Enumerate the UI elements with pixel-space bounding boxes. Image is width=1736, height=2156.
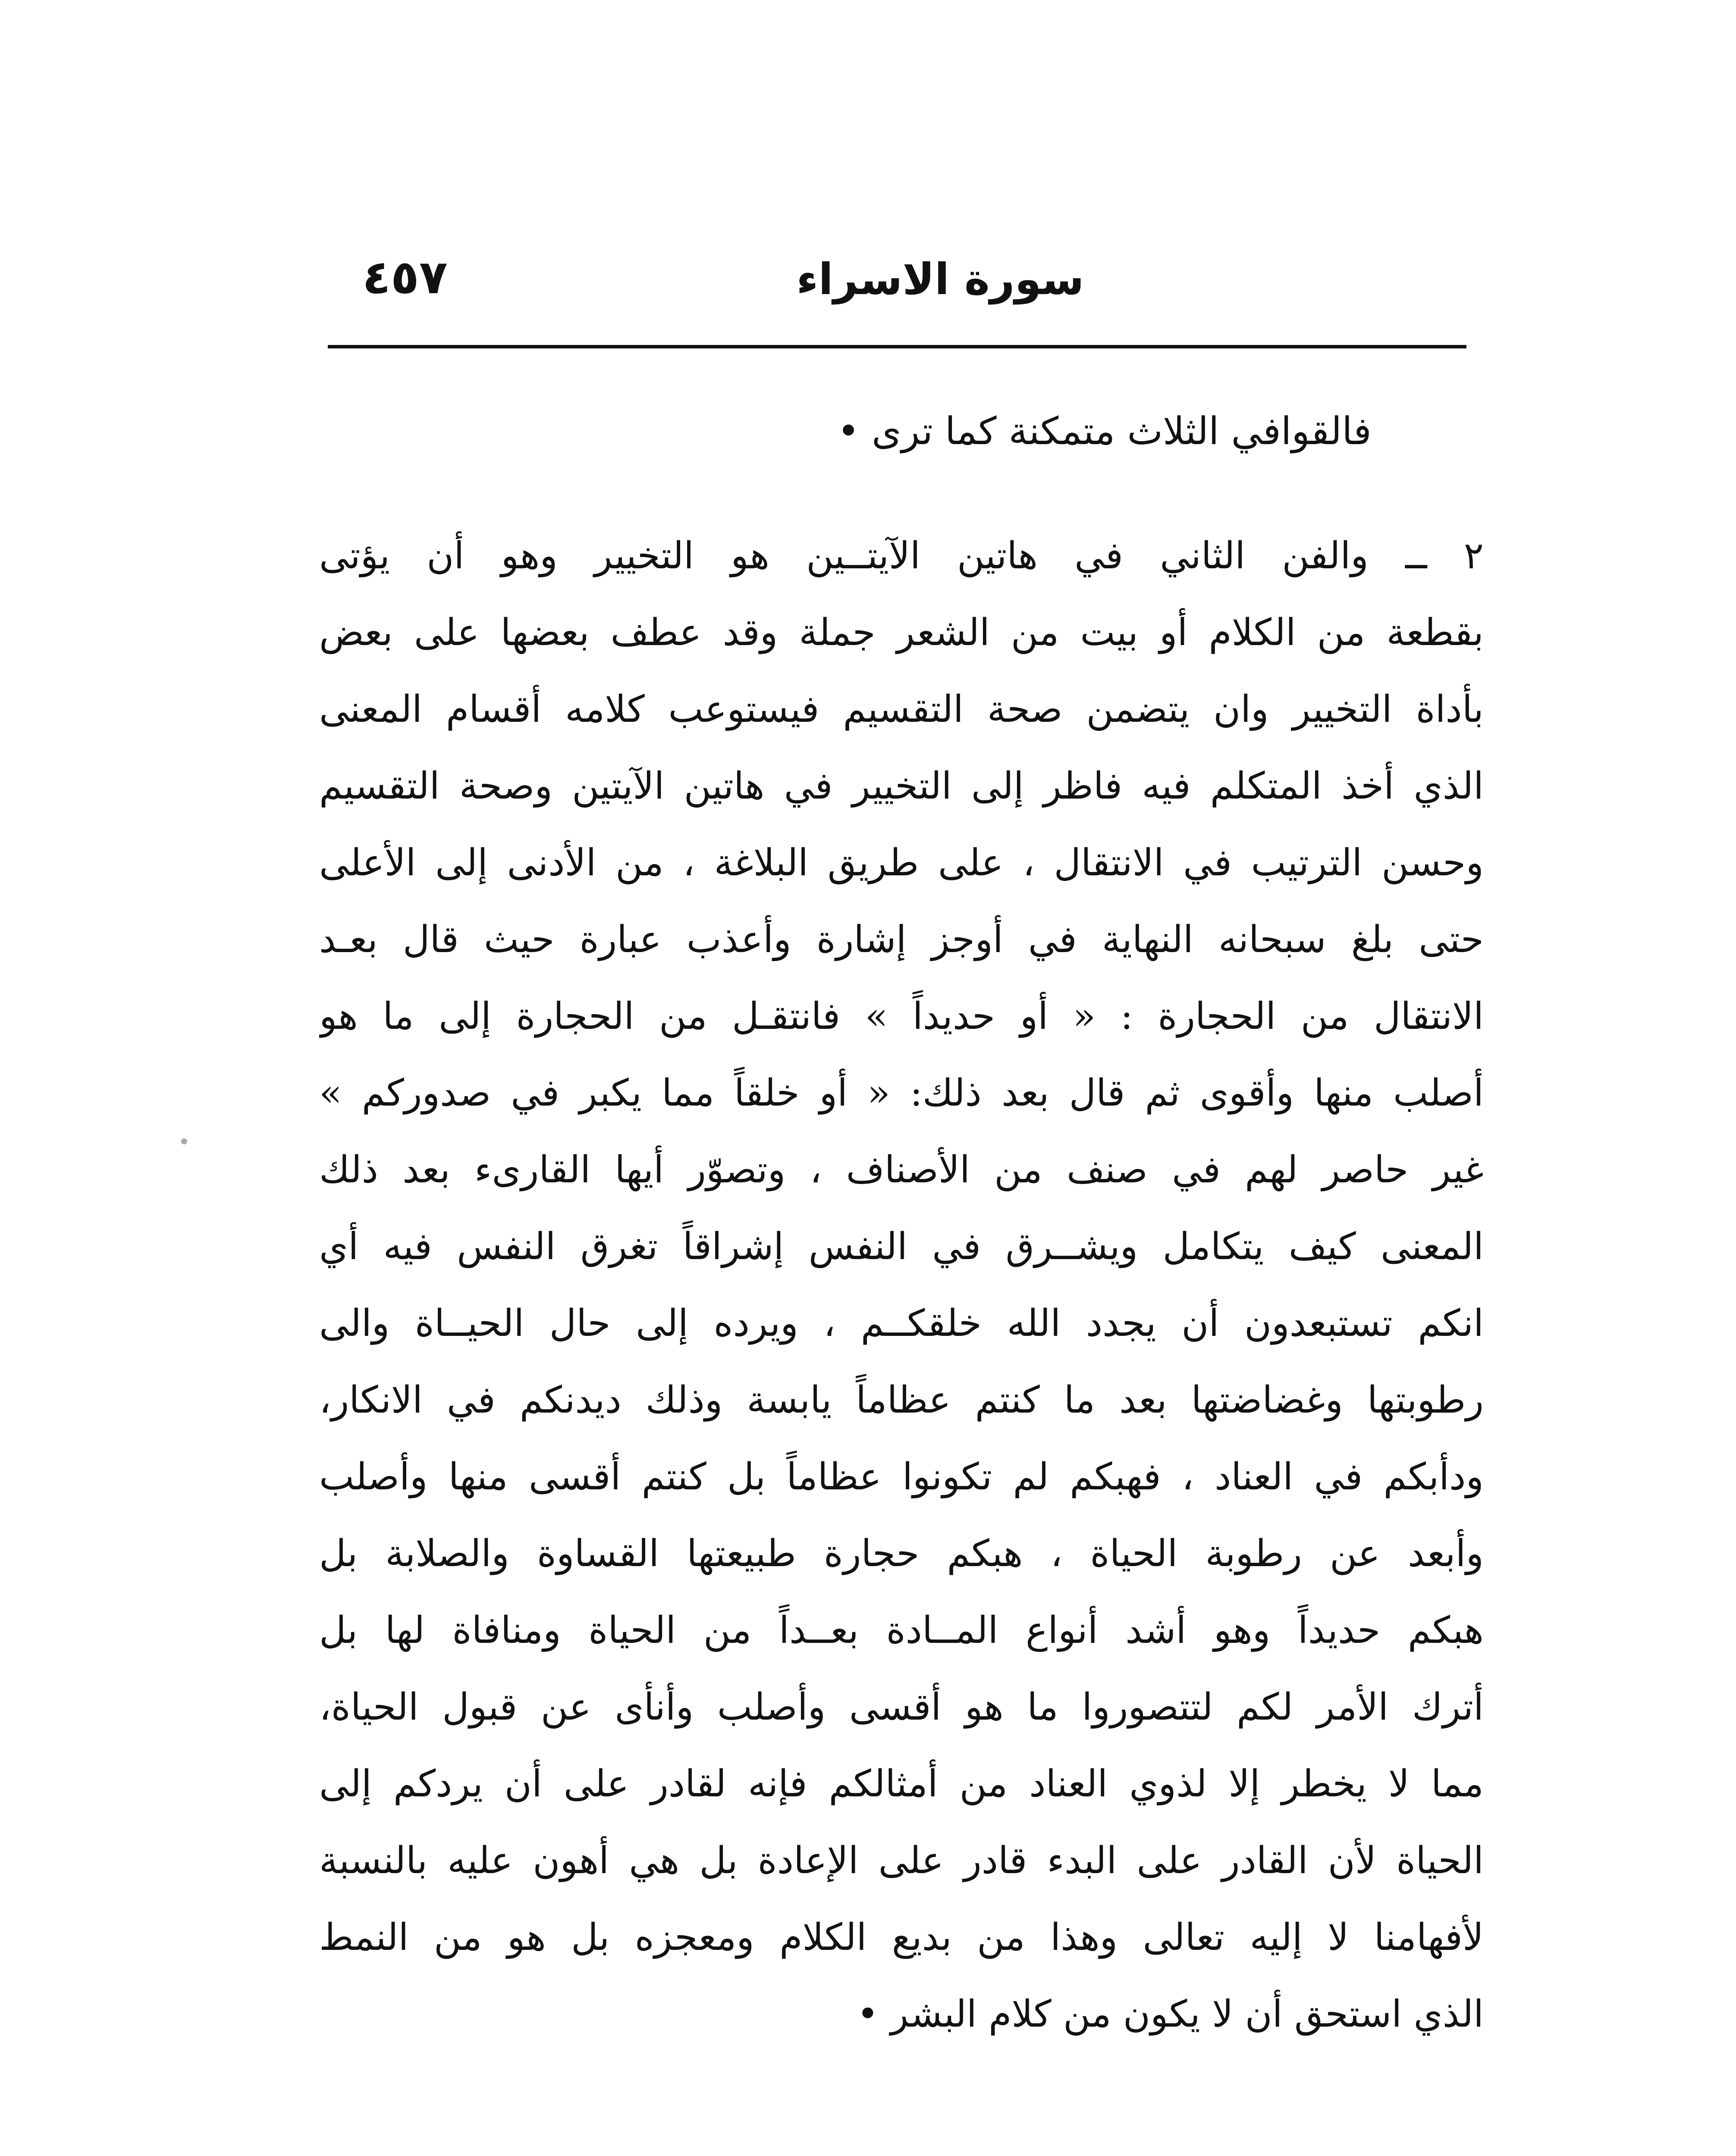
text-line: وحسن الترتيب في الانتقال ، على طريق البلاغة ، من الأدنى إلى الأعلى bbox=[319, 841, 1484, 884]
text-line: انكم تستبعدون أن يجدد الله خلقكــم ، ويرده إلى حال الحيــاة والى bbox=[319, 1302, 1484, 1345]
body-paragraph bbox=[319, 517, 1484, 2053]
text-line: رطوبتها وغضاضتها بعد ما كنتم عظاماً يابسة وذلك ديدنكم في الانكار، bbox=[319, 1379, 1484, 1422]
text-line: الانتقال من الحجارة : « أو حديداً » فانتقـل من الحجارة إلى ما هو bbox=[319, 995, 1484, 1038]
text-line: غير حاصر لهم في صنف من الأصناف ، وتصوّر أيها القارىء بعد ذلك bbox=[319, 1148, 1484, 1191]
text-line: بأداة التخيير وان يتضمن صحة التقسيم فيستوعب كلامه أقسام المعنى bbox=[319, 688, 1484, 731]
text-line: أترك الأمر لكم لتتصوروا ما هو أقسى وأصلب وأنأى عن قبول الحياة، bbox=[319, 1686, 1484, 1729]
text-line-last: الذي استحق أن لا يكون من كلام البشر • bbox=[857, 1993, 1484, 2036]
text-line: ٢ ــ والفن الثاني في هاتين الآيتــين هو التخيير وهو أن يؤتى bbox=[319, 534, 1484, 577]
text-line: الحياة لأن القادر على البدء قادر على الإعادة بل هي أهون عليه بالنسبة bbox=[319, 1839, 1484, 1882]
running-title: سورة الاسراء bbox=[796, 254, 1084, 304]
text-line: وأبعد عن رطوبة الحياة ، هبكم حجارة طبيعتها القساوة والصلابة بل bbox=[319, 1532, 1484, 1575]
text-line: هبكم حديداً وهو أشد أنواع المــادة بعــداً من الحياة ومنافاة لها بل bbox=[319, 1609, 1484, 1652]
text-line: لأفهامنا لا إليه تعالى وهذا من بديع الكلام ومعجزه بل هو من النمط bbox=[319, 1916, 1484, 1959]
text-line: أصلب منها وأقوى ثم قال بعد ذلك: « أو خلقاً مما يكبر في صدوركم » bbox=[319, 1072, 1484, 1115]
text-line: مما لا يخطر إلا لذوي العناد من أمثالكم فإنه لقادر على أن يردكم إلى bbox=[319, 1762, 1484, 1805]
text-line: المعنى كيف يتكامل ويشــرق في النفس إشراقاً تغرق النفس فيه أي bbox=[319, 1225, 1484, 1268]
text-line: حتى بلغ سبحانه النهاية في أوجز إشارة وأعذب عبارة حيث قال بعـد bbox=[319, 918, 1484, 961]
header-divider bbox=[328, 345, 1466, 348]
intro-line: فالقوافي الثلاث متمكنة كما ترى • bbox=[837, 409, 1372, 453]
page-number: ٤٥٧ bbox=[362, 251, 448, 304]
margin-speck bbox=[181, 1138, 187, 1144]
page-header bbox=[328, 241, 1466, 328]
text-line: ودأبكم في العناد ، فهبكم لم تكونوا عظاماً بل كنتم أقسى منها وأصلب bbox=[319, 1455, 1484, 1498]
text-line: بقطعة من الكلام أو بيت من الشعر جملة وقد عطف بعضها على بعض bbox=[319, 611, 1484, 654]
text-line: الذي أخذ المتكلم فيه فاظر إلى التخيير في هاتين الآيتين وصحة التقسيم bbox=[319, 765, 1484, 808]
